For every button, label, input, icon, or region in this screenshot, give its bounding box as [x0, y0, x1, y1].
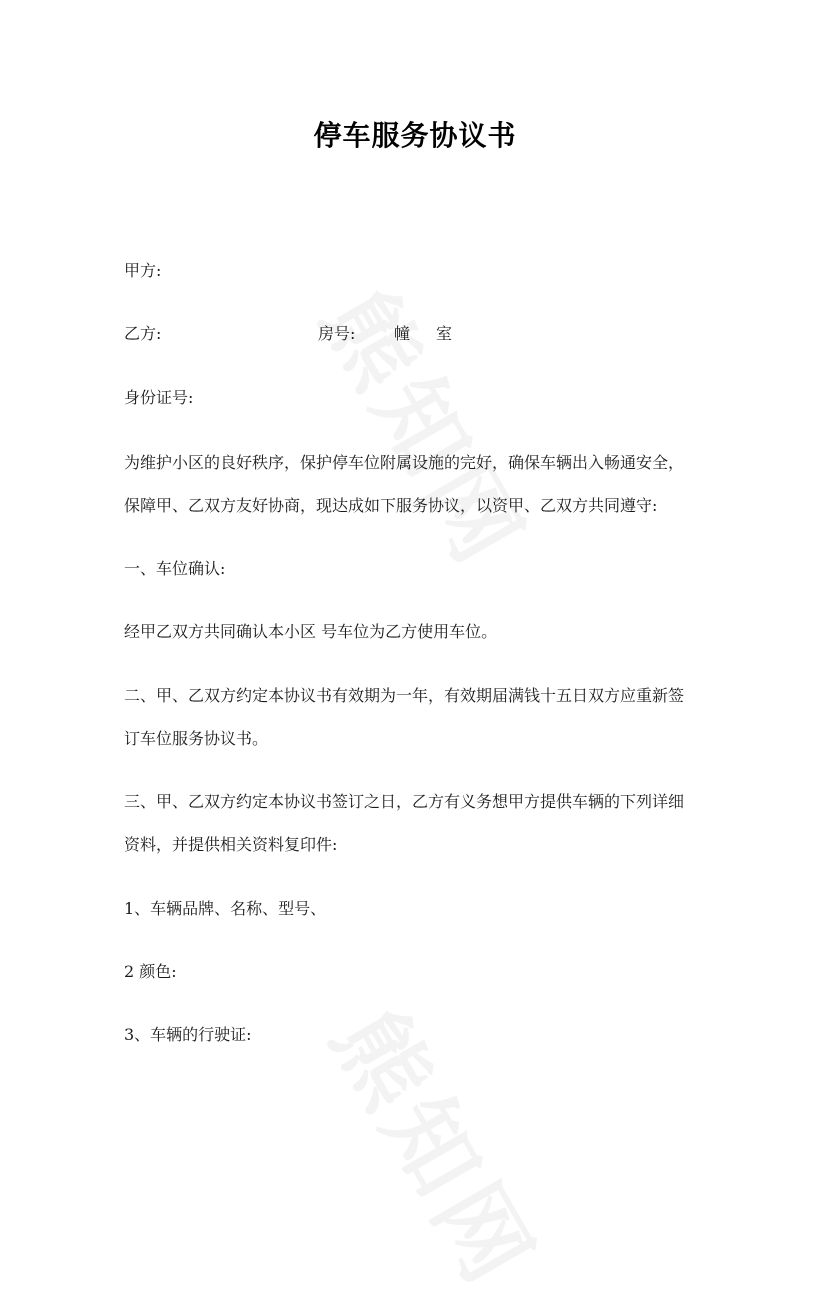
intro-line-1: 为维护小区的良好秩序，保护停车位附属设施的完好，确保车辆出入畅通安全，: [124, 453, 685, 472]
intro-line-2: 保障甲、乙双方友好协商，现达成如下服务协议，以资甲、乙双方共同遵守:: [124, 496, 658, 515]
section-2-line-1: 二、甲、乙双方约定本协议书有效期为一年，有效期届满钱十五日双方应重新签: [124, 686, 685, 705]
room-building: 幢: [394, 324, 411, 343]
section-2-line-2: 订车位服务协议书。: [124, 729, 269, 748]
party-b-label: 乙方:: [124, 324, 162, 343]
list-item-3: 3、车辆的行驶证:: [124, 1025, 252, 1044]
id-number-label: 身份证号:: [124, 388, 194, 407]
section-1-text: 经甲乙双方共同确认本小区 号车位为乙方使用车位。: [124, 622, 498, 641]
room-unit: 室: [436, 324, 453, 343]
party-a-label: 甲方:: [124, 261, 162, 280]
list-item-1: 1、车辆品牌、名称、型号、: [124, 899, 327, 918]
section-3-line-2: 资料，并提供相关资料复印件:: [124, 835, 338, 854]
room-label: 房号:: [318, 324, 356, 343]
watermark-bottom: [308, 983, 572, 1309]
watermark: [298, 263, 562, 589]
document-title: 停车服务协议书: [313, 119, 517, 152]
list-item-2: 2 颜色:: [124, 962, 177, 981]
section-3-line-1: 三、甲、乙双方约定本协议书签订之日，乙方有义务想甲方提供车辆的下列详细: [124, 792, 685, 811]
section-1-heading: 一、车位确认:: [124, 559, 226, 578]
